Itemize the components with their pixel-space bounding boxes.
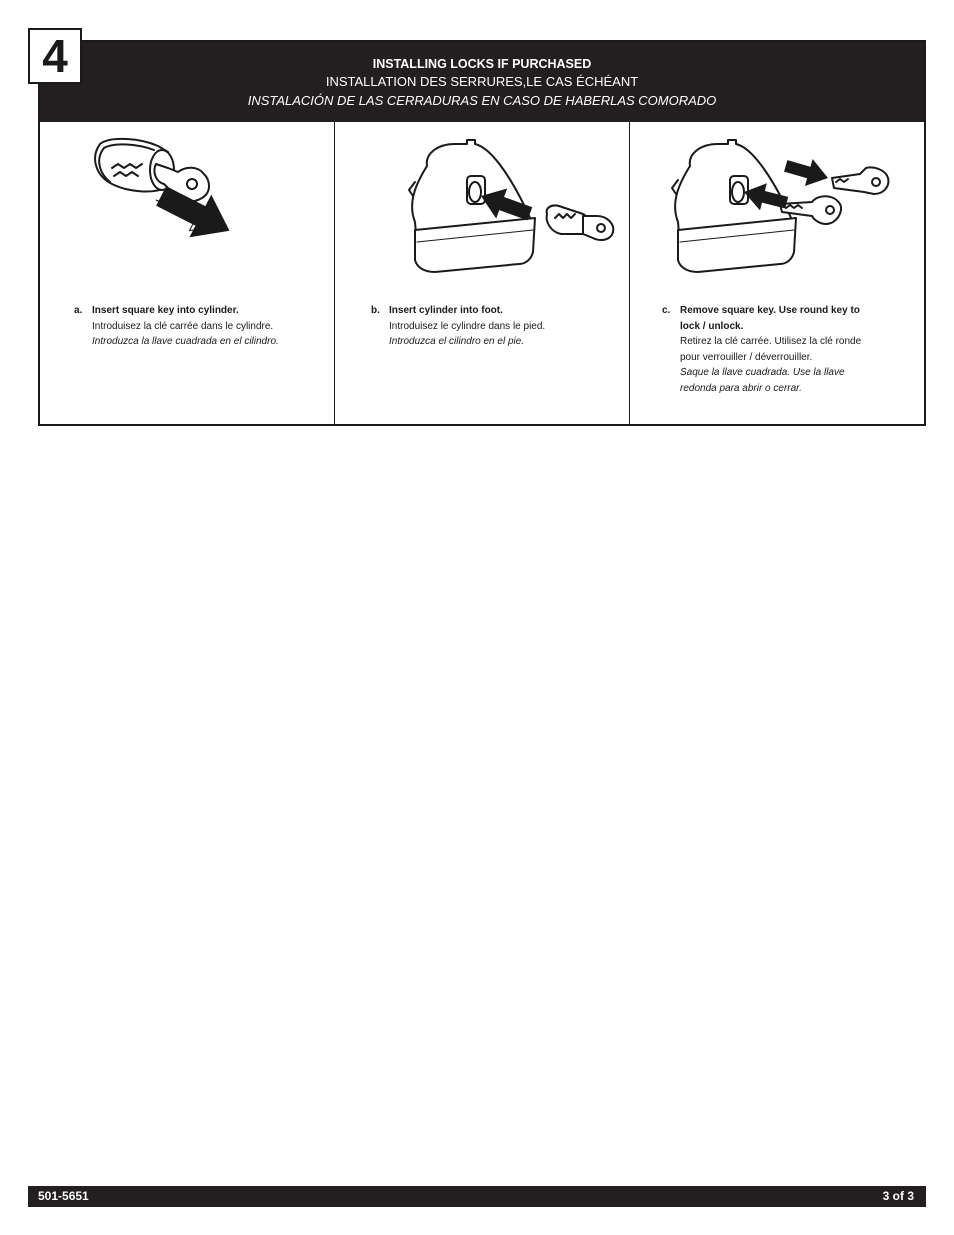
header-title-fr: INSTALLATION DES SERRURES,LE CAS ÉCHÉANT — [325, 74, 639, 89]
step-c-text-es: Saque la llave cuadrada. Use la llave redonda para abrir o cerrar. — [680, 367, 845, 394]
part-number: 501-5651 — [38, 1189, 89, 1203]
step-cells — [40, 122, 924, 424]
header-title-es: INSTALACIÓN DE LAS CERRADURAS EN CASO DE HABERLAS COMORADO — [247, 93, 717, 108]
step-b-text-fr: Introduisez le cylindre dans le pied. — [389, 320, 546, 332]
step-number-badge: 4 — [28, 28, 82, 84]
header-title-en: INSTALLING LOCKS IF PURCHASED — [372, 57, 592, 71]
instruction-panel — [38, 40, 926, 426]
step-b-text-es: Introduzca el cilindro en el pie. — [389, 336, 525, 347]
step-a-letter: a. — [74, 305, 83, 316]
step-c-cell — [630, 122, 924, 424]
step-a-text-es: Introduzca la llave cuadrada en el cilindro. — [92, 336, 279, 347]
step-a-cell — [40, 122, 335, 424]
page-footer — [28, 1186, 926, 1207]
step-a-caption — [74, 303, 302, 350]
step-b-letter: b. — [371, 305, 380, 316]
step-b-cell — [335, 122, 630, 424]
step-b-text-en: Insert cylinder into foot. — [389, 305, 503, 316]
swap-keys-illustration — [630, 122, 924, 297]
panel-header — [40, 42, 924, 122]
step-c-text-fr: Retirez la clé carrée. Utilisez la clé ronde pour verrouiller / déverrouiller. — [680, 336, 862, 363]
key-into-cylinder-illustration — [40, 122, 334, 297]
step-c-letter: c. — [662, 305, 671, 316]
page-number: 3 of 3 — [882, 1189, 914, 1203]
step-a-text-fr: Introduisez la clé carrée dans le cylindre. — [92, 320, 274, 332]
step-b-caption — [371, 303, 599, 350]
step-a-text-en: Insert square key into cylinder. — [92, 305, 239, 316]
step-c-caption — [662, 303, 876, 396]
step-c-text-en: Remove square key. Use round key to lock / unlock. — [680, 305, 860, 332]
cylinder-into-foot-illustration — [335, 122, 629, 297]
